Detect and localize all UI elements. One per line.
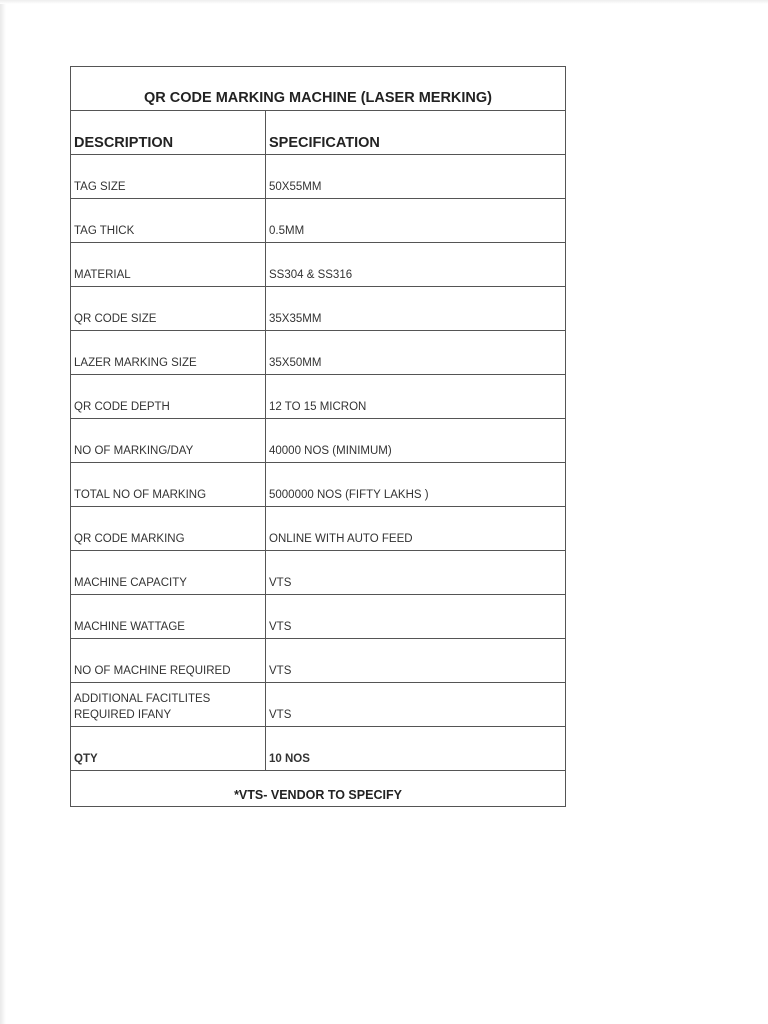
row-specification: 10 NOS [266,727,566,771]
row-specification: ONLINE WITH AUTO FEED [266,507,566,551]
row-description: QR CODE MARKING [71,507,266,551]
title-row [71,67,566,111]
page-top-edge [0,0,768,4]
row-specification: 35X50MM [266,331,566,375]
header-specification: SPECIFICATION [266,111,566,155]
row-specification: VTS [266,639,566,683]
table-row [71,507,566,551]
row-description: MACHINE CAPACITY [71,551,266,595]
row-specification: 40000 NOS (MINIMUM) [266,419,566,463]
row-specification: VTS [266,595,566,639]
row-description: QR CODE SIZE [71,287,266,331]
table-row [71,155,566,199]
table-row [71,331,566,375]
row-specification: VTS [266,551,566,595]
specification-table [70,66,566,807]
row-specification: 0.5MM [266,199,566,243]
table-title: QR CODE MARKING MACHINE (LASER MERKING) [71,67,566,111]
table-row [71,463,566,507]
header-description: DESCRIPTION [71,111,266,155]
row-description: ADDITIONAL FACITLITES REQUIRED IFANY [71,683,266,727]
footer-row [71,771,566,807]
table-row [71,727,566,771]
row-description: TAG SIZE [71,155,266,199]
row-description: MACHINE WATTAGE [71,595,266,639]
table-row [71,683,566,727]
row-description: QTY [71,727,266,771]
row-specification: 35X35MM [266,287,566,331]
table-row [71,551,566,595]
table-row [71,287,566,331]
table-row [71,595,566,639]
row-description: QR CODE DEPTH [71,375,266,419]
row-description: NO OF MARKING/DAY [71,419,266,463]
page-left-edge [0,0,6,1024]
row-description: LAZER MARKING SIZE [71,331,266,375]
footer-note: *VTS- VENDOR TO SPECIFY [71,771,566,807]
row-specification: SS304 & SS316 [266,243,566,287]
row-description: MATERIAL [71,243,266,287]
table-row [71,419,566,463]
table-row [71,199,566,243]
row-specification: 12 TO 15 MICRON [266,375,566,419]
table-row [71,639,566,683]
row-specification: VTS [266,683,566,727]
row-specification: 50X55MM [266,155,566,199]
row-description: TOTAL NO OF MARKING [71,463,266,507]
table-row [71,375,566,419]
header-row [71,111,566,155]
row-description: TAG THICK [71,199,266,243]
row-description: NO OF MACHINE REQUIRED [71,639,266,683]
table-row [71,243,566,287]
row-specification: 5000000 NOS (FIFTY LAKHS ) [266,463,566,507]
